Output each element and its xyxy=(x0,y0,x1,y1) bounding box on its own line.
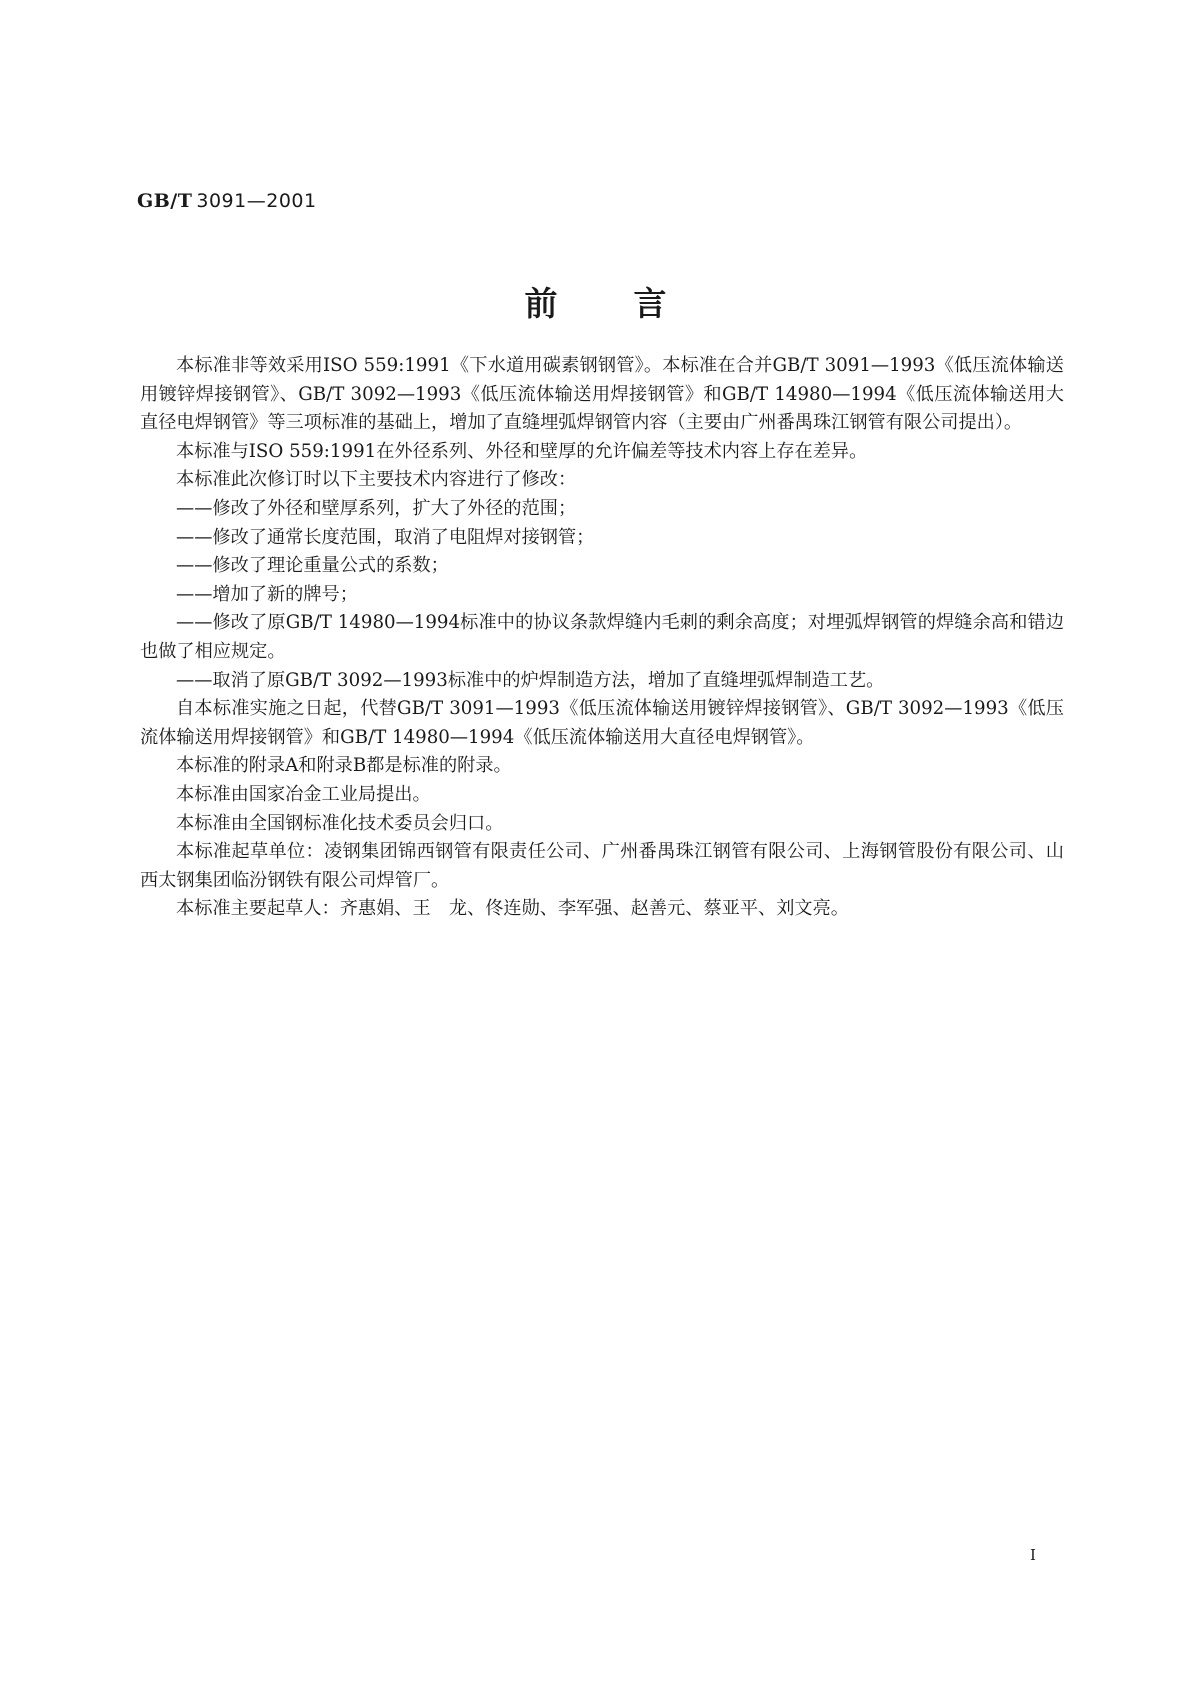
paragraph: 本标准非等效采用ISO 559:1991《下水道用碳素钢钢管》。本标准在合并GB/T 3091—1993《低压流体输送用镀锌焊接钢管》、GB/T 3092—1993《低压流体输送用焊接钢管》和GB/T 14980—1994《低压流体输送用大直径电焊钢管》等三项标准的基础上，增加了直缝埋弧焊钢管内容（主要由广州番禺珠江钢管有限公司提出）。 xyxy=(140,355,1064,434)
foreword-body xyxy=(140,352,1064,924)
list-item: ——修改了通常长度范围，取消了电阻焊对接钢管； xyxy=(176,526,595,548)
standard-number: 3091—2001 xyxy=(196,190,317,212)
paragraph: 自本标准实施之日起，代替GB/T 3091—1993《低压流体输送用镀锌焊接钢管》、GB/T 3092—1993《低压流体输送用焊接钢管》和GB/T 14980—1994《低压流体输送用大直径电焊钢管》。 xyxy=(140,698,1064,748)
list-item: ——增加了新的牌号； xyxy=(176,583,358,605)
list-item: ——修改了理论重量公式的系数； xyxy=(176,555,449,577)
page-title: 前言 xyxy=(524,284,743,323)
paragraph: 本标准起草单位：凌钢集团锦西钢管有限责任公司、广州番禺珠江钢管有限公司、上海钢管股份有限公司、山西太钢集团临汾钢铁有限公司焊管厂。 xyxy=(140,841,1064,891)
paragraph: 本标准的附录A和附录B都是标准的附录。 xyxy=(176,755,512,777)
paragraph: 本标准主要起草人：齐惠娟、王 龙、佟连勋、李军强、赵善元、蔡亚平、刘文亮。 xyxy=(176,898,849,920)
standard-code xyxy=(137,190,317,212)
page-number: I xyxy=(1030,1546,1036,1564)
list-item: ——修改了外径和壁厚系列，扩大了外径的范围； xyxy=(176,497,577,519)
standard-prefix: GB/T xyxy=(137,190,193,212)
list-item: ——修改了原GB/T 14980—1994标准中的协议条款焊缝内毛刺的剩余高度；对埋弧焊钢管的焊缝余高和错边也做了相应规定。 xyxy=(140,612,1064,662)
paragraph: 本标准此次修订时以下主要技术内容进行了修改： xyxy=(176,469,577,491)
list-item: ——取消了原GB/T 3092—1993标准中的炉焊制造方法，增加了直缝埋弧焊制造工艺。 xyxy=(176,669,885,691)
paragraph: 本标准由全国钢标准化技术委员会归口。 xyxy=(176,812,504,834)
paragraph: 本标准由国家冶金工业局提出。 xyxy=(176,783,431,805)
paragraph: 本标准与ISO 559:1991在外径系列、外径和壁厚的允许偏差等技术内容上存在差异。 xyxy=(176,440,868,462)
